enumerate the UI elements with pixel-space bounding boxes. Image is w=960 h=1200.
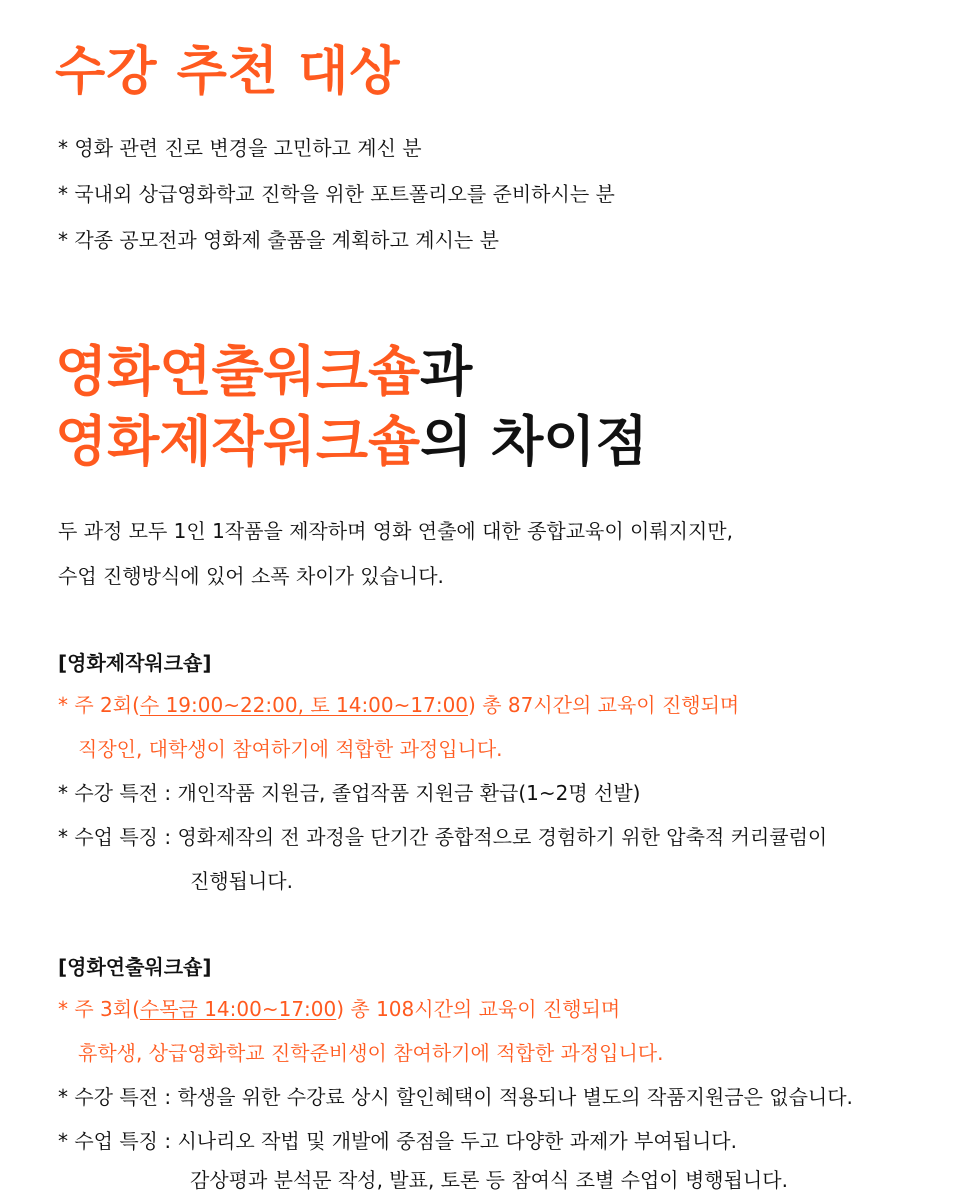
- directing-feature-cont: 감상평과 분석문 작성, 발표, 토론 등 참여식 조별 수업이 병행됩니다.: [190, 1168, 788, 1192]
- audience-item-3: * 각종 공모전과 영화제 출품을 계획하고 계시는 분: [58, 228, 499, 252]
- directing-schedule-suffix: ) 총 108시간의 교육이 진행되며: [336, 997, 621, 1021]
- directing-workshop-title: 영화연출워크숍: [55, 340, 421, 403]
- directing-heading: [영화연출워크숍]: [58, 955, 212, 979]
- production-feature-cont: 진행됩니다.: [190, 869, 293, 893]
- recommended-audience-title: 수강 추천 대상: [55, 42, 401, 102]
- production-feature: * 수업 특징 : 영화제작의 전 과정을 단기간 종합적으로 경험하기 위한 압축적 커리큘럼이: [58, 825, 828, 849]
- directing-schedule-prefix: * 주 3회(: [58, 997, 140, 1021]
- production-schedule-suffix: ) 총 87시간의 교육이 진행되며: [468, 693, 740, 717]
- audience-item-1: * 영화 관련 진로 변경을 고민하고 계신 분: [58, 136, 422, 160]
- differences-title-line1: [55, 340, 472, 404]
- directing-benefit: * 수강 특전 : 학생을 위한 수강료 상시 할인혜택이 적용되나 별도의 작품지원금은 없습니다.: [58, 1085, 853, 1109]
- production-benefit: * 수강 특전 : 개인작품 지원금, 졸업작품 지원금 환급(1~2명 선발): [58, 781, 641, 805]
- title-connector: 과: [420, 340, 473, 403]
- directing-feature: * 수업 특징 : 시나리오 작법 및 개발에 중점을 두고 다양한 과제가 부여됩니다.: [58, 1129, 737, 1153]
- directing-schedule: [58, 995, 620, 1023]
- production-schedule-prefix: * 주 2회(: [58, 693, 140, 717]
- production-schedule: [58, 691, 739, 719]
- audience-item-2: * 국내외 상급영화학교 진학을 위한 포트폴리오를 준비하시는 분: [58, 182, 615, 206]
- directing-schedule-times: 수목금 14:00~17:00: [139, 997, 337, 1021]
- title-suffix: 의 차이점: [420, 410, 648, 473]
- production-schedule-times: 수 19:00~22:00, 토 14:00~17:00: [139, 693, 469, 717]
- production-workshop-title: 영화제작워크숍: [55, 410, 421, 473]
- intro-line-1: 두 과정 모두 1인 1작품을 제작하며 영화 연출에 대한 종합교육이 이뤄지지만,: [58, 519, 733, 543]
- production-schedule-line2: 직장인, 대학생이 참여하기에 적합한 과정입니다.: [78, 737, 503, 761]
- intro-line-2: 수업 진행방식에 있어 소폭 차이가 있습니다.: [58, 564, 444, 588]
- production-heading: [영화제작워크숍]: [58, 651, 212, 675]
- directing-schedule-line2: 휴학생, 상급영화학교 진학준비생이 참여하기에 적합한 과정입니다.: [78, 1041, 664, 1065]
- differences-title-line2: [55, 410, 648, 474]
